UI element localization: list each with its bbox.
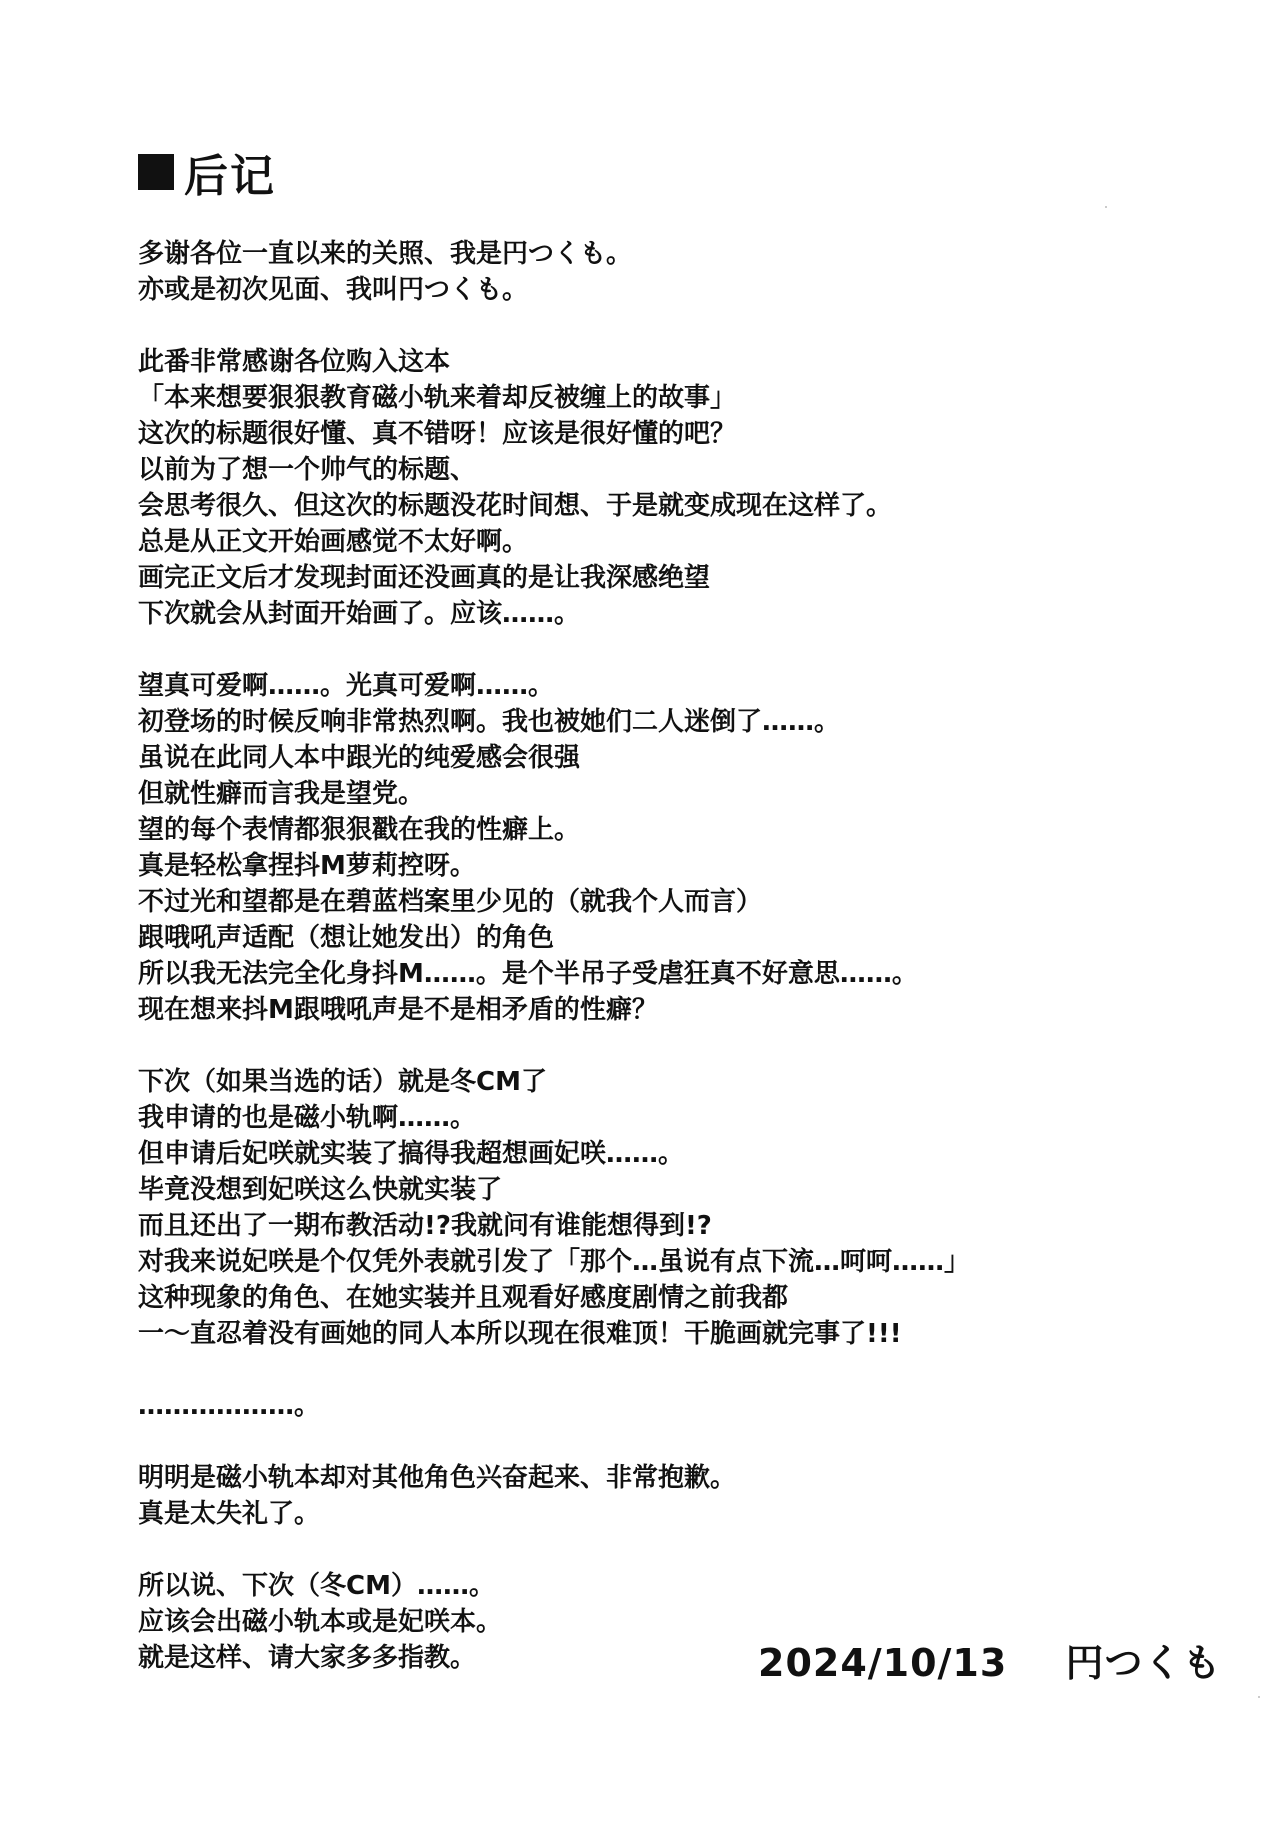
text-line: 所以我无法完全化身抖M……。是个半吊子受虐狂真不好意思……。 (138, 959, 918, 989)
text-line: 一〜直忍着没有画她的同人本所以现在很难顶！干脆画就完事了!!! (138, 1319, 902, 1349)
paragraph-gap (138, 632, 1198, 668)
text-line: 下次就会从封面开始画了。应该……。 (138, 599, 581, 629)
text-line: 总是从正文开始画感觉不太好啊。 (138, 527, 529, 557)
text-line: 望真可爱啊……。光真可爱啊……。 (138, 671, 555, 701)
black-square-icon (138, 154, 174, 190)
afterword-body (138, 236, 1198, 1676)
text-line: 多谢各位一直以来的关照、我是円つくも。 (138, 239, 633, 269)
text-line: 会思考很久、但这次的标题没花时间想、于是就变成现在这样了。 (138, 491, 893, 521)
text-line: 而且还出了一期布教活动!?我就问有谁能想得到!? (138, 1211, 712, 1241)
text-line: ………………。 (138, 1391, 321, 1421)
text-line: 不过光和望都是在碧蓝档案里少见的（就我个人而言） (138, 887, 763, 917)
text-line: 所以说、下次（冬CM）……。 (138, 1571, 495, 1601)
signature (758, 1632, 1222, 1687)
paragraph-gap (138, 308, 1198, 344)
text-line: 现在想来抖M跟哦吼声是不是相矛盾的性癖？ (138, 995, 658, 1025)
text-line: 望的每个表情都狠狠戳在我的性癖上。 (138, 815, 581, 845)
scan-speck (1258, 1696, 1260, 1698)
paragraph-gap (138, 1532, 1198, 1568)
text-line: 我申请的也是磁小轨啊……。 (138, 1103, 477, 1133)
text-line: 真是太失礼了。 (138, 1499, 321, 1529)
paragraph-gap (138, 1352, 1198, 1388)
text-line: 毕竟没想到妃咲这么快就实装了 (138, 1175, 503, 1205)
text-line: 画完正文后才发现封面还没画真的是让我深感绝望 (138, 563, 711, 593)
heading-text: 后记 (184, 151, 276, 202)
text-line: 这种现象的角色、在她实装并且观看好感度剧情之前我都 (138, 1283, 789, 1313)
text-line: 对我来说妃咲是个仅凭外表就引发了「那个…虽说有点下流…呵呵……」 (138, 1247, 971, 1277)
text-line: 跟哦吼声适配（想让她发出）的角色 (138, 923, 555, 953)
text-line: 应该会出磁小轨本或是妃咲本。 (138, 1607, 503, 1637)
text-line: 此番非常感谢各位购入这本 (138, 347, 451, 377)
text-line: 「本来想要狠狠教育磁小轨来着却反被缠上的故事」 (138, 383, 737, 413)
text-line: 真是轻松拿捏抖M萝莉控呀。 (138, 851, 476, 881)
text-line: 但就性癖而言我是望党。 (138, 779, 425, 809)
signature-date: 2024/10/13 (758, 1641, 1008, 1685)
afterword-heading (138, 140, 276, 204)
text-line: 初登场的时候反响非常热烈啊。我也被她们二人迷倒了……。 (138, 707, 841, 737)
text-line: 以前为了想一个帅气的标题、 (138, 455, 477, 485)
paragraph-gap (138, 1028, 1198, 1064)
text-line: 明明是磁小轨本却对其他角色兴奋起来、非常抱歉。 (138, 1463, 737, 1493)
signature-author: 円つくも (1065, 1641, 1222, 1685)
text-line: 亦或是初次见面、我叫円つくも。 (138, 275, 529, 305)
text-line: 就是这样、请大家多多指教。 (138, 1643, 477, 1673)
text-line: 但申请后妃咲就实装了搞得我超想画妃咲……。 (138, 1139, 685, 1169)
paragraph-gap (138, 1424, 1198, 1460)
text-line: 虽说在此同人本中跟光的纯爱感会很强 (138, 743, 581, 773)
scan-speck (1105, 206, 1107, 208)
text-line: 下次（如果当选的话）就是冬CM了 (138, 1067, 547, 1097)
text-line: 这次的标题很好懂、真不错呀！应该是很好懂的吧？ (138, 419, 737, 449)
